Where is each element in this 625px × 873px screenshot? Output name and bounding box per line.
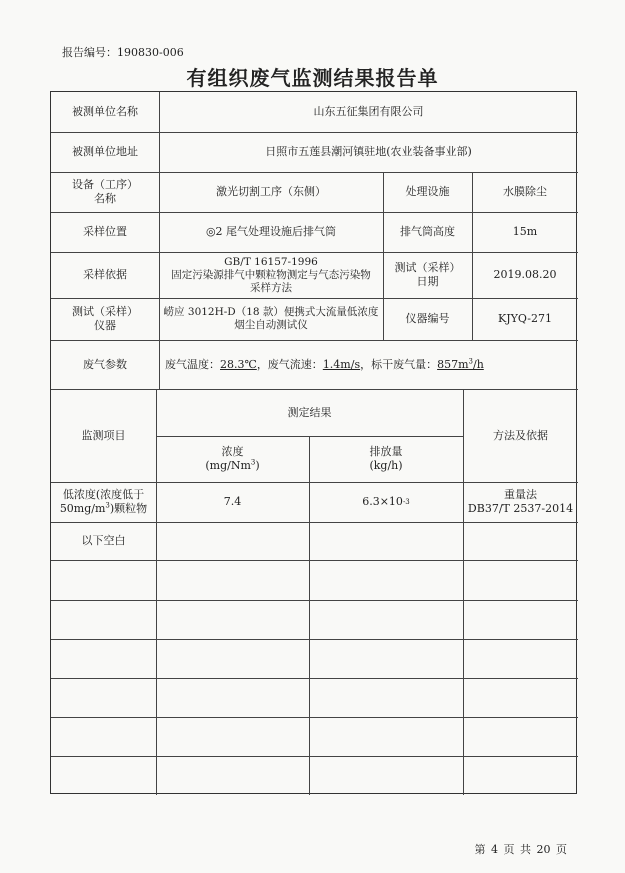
instrument-label: 测试（采样） 仪器 <box>72 305 138 332</box>
facility-label: 处理设施 <box>405 185 450 198</box>
result-header: 测定结果 <box>287 405 332 419</box>
blank-note: 以下空白 <box>81 534 126 547</box>
concentration-value: 7.4 <box>223 495 242 508</box>
gas-flow-value: $857m^3/h$ <box>437 356 484 371</box>
monitoring-item-header: 监测项目 <box>81 428 126 442</box>
row-divider <box>51 756 578 757</box>
report-table <box>50 91 577 794</box>
row-divider <box>51 678 578 679</box>
instrument-number-value: KJYQ-271 <box>497 312 553 325</box>
gas-speed-value: 1.4m/s <box>322 357 361 371</box>
gas-params-value <box>159 340 578 389</box>
sampling-basis-label: 采样依据 <box>83 268 127 281</box>
monitoring-item-particulate: 低浓度(浓度低于 $50mg/m^3$)颗粒物 <box>59 488 148 515</box>
method-header: 方法及依据 <box>493 428 548 442</box>
emission-header: 排放量 (kg/h) <box>369 445 403 472</box>
report-number: 报告编号：190830-006 <box>62 46 184 59</box>
page-number: 第 4 页 共 20 页 <box>474 843 567 856</box>
test-date-label: 测试（采样） 日期 <box>394 261 461 288</box>
method-value: 重量法 DB37/T 2537-2014 <box>467 488 574 515</box>
gas-temp-prefix: 废气温度： <box>165 357 220 371</box>
test-date-value: 2019.08.20 <box>493 268 557 281</box>
equipment-value: 激光切割工序（东侧） <box>216 185 326 198</box>
emission-value: 6.3×10 -3 <box>362 495 410 508</box>
sampling-position-value: ◎2 尾气处理设施后排气筒 <box>205 225 337 238</box>
gas-params-label: 废气参数 <box>83 357 127 371</box>
gas-flow-prefix: ，标干废气量： <box>360 357 438 371</box>
concentration-header: 浓度 (mg/Nm$^3$) <box>205 445 260 472</box>
row-divider <box>51 600 578 601</box>
unit-address-value: 日照市五莲县潮河镇驻地(农业装备事业部) <box>265 145 472 158</box>
row-divider <box>51 639 578 640</box>
row-divider <box>51 717 578 718</box>
unit-name-value: 山东五征集团有限公司 <box>313 105 424 118</box>
unit-name-label: 被测单位名称 <box>72 105 138 118</box>
facility-value: 水膜除尘 <box>503 185 547 198</box>
instrument-value: 崂应 3012H-D（18 款）便携式大流量低浓度 烟尘自动测试仪 <box>163 306 379 331</box>
sampling-basis-value: GB/T 16157-1996 固定污染源排气中颗粒物测定与气态污染物 采样方法 <box>171 255 371 294</box>
equipment-label: 设备（工序） 名称 <box>72 178 138 205</box>
stack-height-label: 排气筒高度 <box>400 225 455 238</box>
gas-temp-value: 28.3℃ <box>220 357 257 371</box>
row-divider <box>51 560 578 561</box>
stack-height-value: 15m <box>512 225 538 238</box>
instrument-number-label: 仪器编号 <box>405 312 450 325</box>
gas-speed-prefix: ，废气流速： <box>256 357 323 371</box>
unit-address-label: 被测单位地址 <box>72 145 138 158</box>
report-title: 有组织废气监测结果报告单 <box>186 66 439 90</box>
sampling-position-label: 采样位置 <box>83 225 127 238</box>
